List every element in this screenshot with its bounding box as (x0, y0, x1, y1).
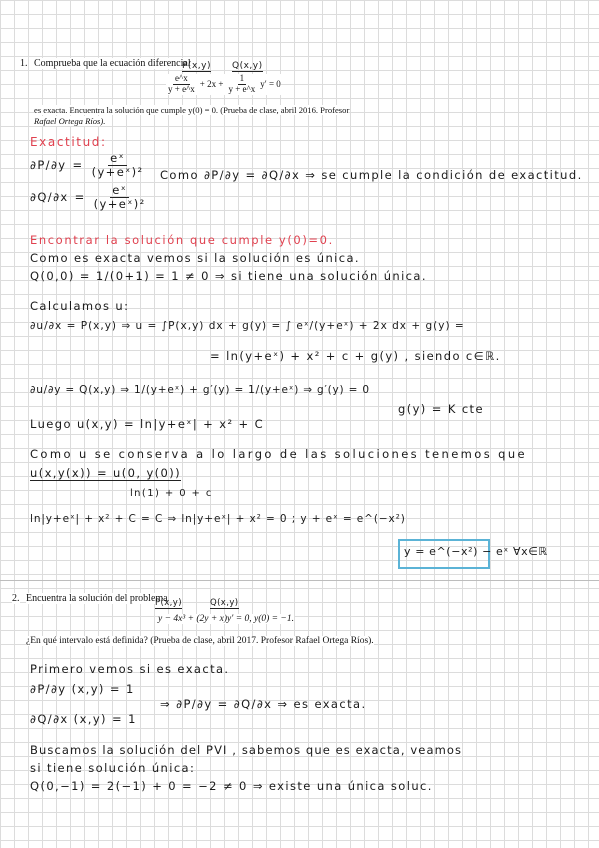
dq-line-2: ∂Q/∂x (x,y) = 1 (30, 712, 137, 726)
problem2-number: 2. (12, 593, 20, 604)
du-dy-line: ∂u/∂y = Q(x,y) ⇒ 1/(y+eˣ) + g′(y) = 1/(y+eˣ) ⇒ g′(y) = 0 (30, 384, 370, 396)
problem1-equation (166, 74, 281, 95)
encontrar-title: Encontrar la solución que cumple y(0)=0. (30, 233, 334, 247)
problem2-label-q: Q(x,y) (210, 598, 239, 608)
problem1-line2: es exacta. Encuentra la solución que cumple y(0) = 0. (Prueba de clase, abril 2016. Profesor (34, 105, 350, 115)
u-cons-line: u(x,y(x)) = u(0, y(0)) (30, 466, 182, 480)
u-zero-line: ln(1) + 0 + c (130, 488, 213, 499)
buscamos-line: Buscamos la solución del PVI , sabemos que es exacta, veamos (30, 743, 463, 757)
primero-line: Primero vemos si es exacta. (30, 662, 230, 676)
problem2-statement: Encuentra la solución del problema (26, 593, 168, 604)
calculamos: Calculamos u: (30, 299, 130, 313)
eq-tail: y′ = 0 (260, 79, 281, 90)
como-u-line: Como u se conserva a lo largo de las soluciones tenemos que (30, 447, 528, 461)
q-eval-line: Q(0,−1) = 2(−1) + 0 = −2 ≠ 0 ⇒ existe una única soluc. (30, 779, 433, 793)
answer-text: y = e^(−x²) − eˣ ∀x∈ℝ (404, 545, 548, 558)
problem2-label-p: P(x,y) (155, 598, 182, 608)
implica-line: ⇒ ∂P/∂y = ∂Q/∂x ⇒ es exacta. (160, 697, 367, 711)
resultado-u: = ln(y+eˣ) + x² + c + g(y) , siendo c∈ℝ. (210, 349, 501, 363)
problem1-statement: Comprueba que la ecuación diferencial (34, 58, 191, 69)
como-exacta: Como es exacta vemos si la solución es única. (30, 251, 360, 265)
q00-line: Q(0,0) = 1/(0+1) = 1 ≠ 0 ⇒ si tiene una solución única. (30, 269, 427, 283)
dp-line-2: ∂P/∂y (x,y) = 1 (30, 682, 135, 696)
du-dx-line: ∂u/∂x = P(x,y) ⇒ u = ∫P(x,y) dx + g(y) = ∫ eˣ/(y+eˣ) + 2x dx + g(y) = (30, 320, 465, 332)
problem1-number: 1. (20, 58, 28, 69)
g-cte: g(y) = K cte (398, 402, 484, 416)
como-exactitud: Como ∂P/∂y = ∂Q/∂x ⇒ se cumple la condición de exactitud. (160, 168, 583, 182)
luego-line: Luego u(x,y) = ln|y+eˣ| + x² + C (30, 417, 265, 431)
eq-fraction-a: $\frac{e\^{}x}{y + e\^{}x}$ (168, 73, 195, 94)
problem1-line3: Rafael Ortega Ríos). (34, 116, 106, 126)
eq-fraction-b: $\frac{1}{y + e\^{}x}$ (228, 73, 256, 94)
label-q-xy: Q(x,y) (232, 61, 263, 71)
exactitud-title: Exactitud: (30, 135, 107, 149)
label-p-xy: P(x,y) (182, 61, 211, 71)
page-separator (0, 580, 599, 581)
final-equation: ln|y+eˣ| + x² + C = C ⇒ ln|y+eˣ| + x² = 0 ; y + eˣ = e^(−x²) (30, 513, 406, 525)
si-tiene-line: si tiene solución única: (30, 761, 196, 775)
dp-dy-line: ∂P/∂y = $\frac{\text{eˣ}}{\text{(y+eˣ)²}}$ (30, 151, 144, 179)
dq-dx-line: ∂Q/∂x = $\frac{\text{eˣ}}{\text{(y+eˣ)²}}$ (30, 183, 146, 211)
problem2-question: ¿En qué intervalo está definida? (Prueba de clase, abril 2017. Profesor Rafael Ortega Ríos). (26, 636, 374, 646)
problem2-equation: y − 4x³ + (2y + x)y′ = 0, y(0) = −1. (158, 614, 294, 624)
eq-middle: + 2x + (199, 79, 224, 90)
